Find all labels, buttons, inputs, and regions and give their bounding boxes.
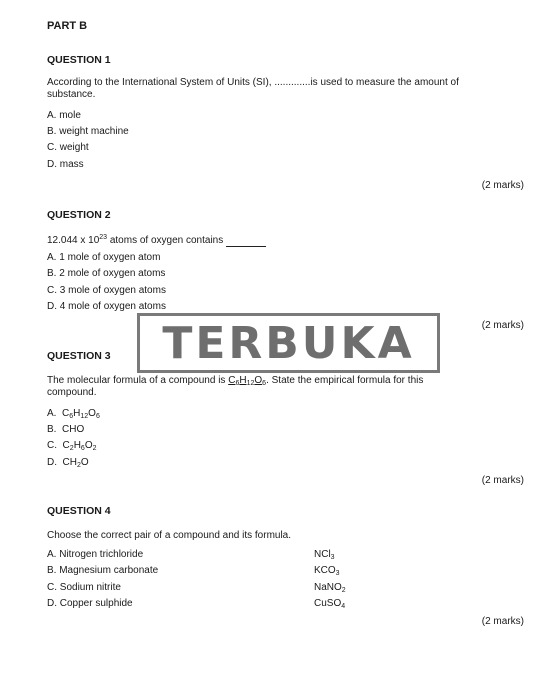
option-formula: CHO bbox=[62, 424, 85, 435]
question-4-heading: QUESTION 4 bbox=[47, 505, 111, 517]
question-1-option-d: D. mass bbox=[47, 159, 84, 170]
answer-blank bbox=[226, 236, 266, 247]
question-3-option-c: C. $C_2H_6O_2$ bbox=[47, 440, 97, 452]
question-2-option-b: B. 2 mole of oxygen atoms bbox=[47, 268, 166, 279]
question-2-stem-base: 12.044 x 10 bbox=[47, 235, 100, 246]
question-1-marks: (2 marks) bbox=[481, 180, 524, 191]
question-4-formula-a: NCl$_3$ bbox=[314, 549, 335, 561]
question-4-option-a: A. Nitrogen trichloride bbox=[47, 549, 144, 560]
question-1-stem-line-1: According to the International System of Units (SI), .............is used to measure the amount of bbox=[47, 77, 459, 88]
option-letter: A. bbox=[47, 408, 57, 419]
question-3-stem-text-end: . State the empirical formula for this bbox=[266, 375, 424, 386]
question-4-stem: Choose the correct pair of a compound and its formula. bbox=[47, 530, 292, 541]
option-letter: D. bbox=[47, 457, 57, 468]
question-1-heading: QUESTION 1 bbox=[47, 54, 111, 66]
question-1-stem-line-2: substance. bbox=[47, 89, 96, 100]
question-3-option-b bbox=[47, 424, 84, 435]
question-4-formula-b: $KCO_3$ bbox=[314, 565, 340, 577]
question-4-option-c: C. Sodium nitrite bbox=[47, 582, 121, 593]
question-2-stem bbox=[47, 232, 266, 247]
question-2-stem-text: atoms of oxygen contains bbox=[107, 235, 227, 246]
question-3-stem-line-1 bbox=[47, 375, 522, 390]
terbuka-stamp bbox=[137, 313, 440, 373]
question-3-option-a: A. $C_6H_{12}O_6$ bbox=[47, 408, 100, 420]
option-letter: B. bbox=[47, 424, 57, 435]
question-4-option-b: B. Magnesium carbonate bbox=[47, 565, 159, 576]
stamp-text: TERBUKA bbox=[162, 317, 415, 369]
question-3-stem-text: The molecular formula of a compound is bbox=[47, 375, 229, 386]
question-3-option-d: D. $CH_2O$ bbox=[47, 457, 89, 469]
question-4-formula-d: CuSO$_4$ bbox=[314, 598, 346, 610]
question-2-heading: QUESTION 2 bbox=[47, 209, 111, 221]
question-3-stem-line-2: compound. bbox=[47, 387, 97, 398]
question-1-option-a: A. mole bbox=[47, 110, 81, 121]
question-1-option-c: C. weight bbox=[47, 142, 89, 153]
question-2-option-a: A. 1 mole of oxygen atom bbox=[47, 252, 161, 263]
question-4-marks: (2 marks) bbox=[481, 616, 524, 627]
question-3-marks: (2 marks) bbox=[481, 475, 524, 486]
question-4-option-d: D. Copper sulphide bbox=[47, 598, 133, 609]
question-4-formula-c: NaNO$_2$ bbox=[314, 582, 346, 594]
question-2-marks: (2 marks) bbox=[481, 320, 524, 331]
question-3-heading: QUESTION 3 bbox=[47, 350, 111, 362]
option-letter: C. bbox=[47, 440, 57, 451]
question-2-option-d: D. 4 mole of oxygen atoms bbox=[47, 301, 166, 312]
question-3-molecular-formula: $C_6H_{12}O_6$ bbox=[228, 375, 267, 387]
question-2-option-c: C. 3 mole of oxygen atoms bbox=[47, 285, 166, 296]
question-1-option-b: B. weight machine bbox=[47, 126, 129, 137]
part-heading: PART B bbox=[47, 20, 88, 32]
question-2-stem-exponent: 23 bbox=[99, 234, 108, 241]
